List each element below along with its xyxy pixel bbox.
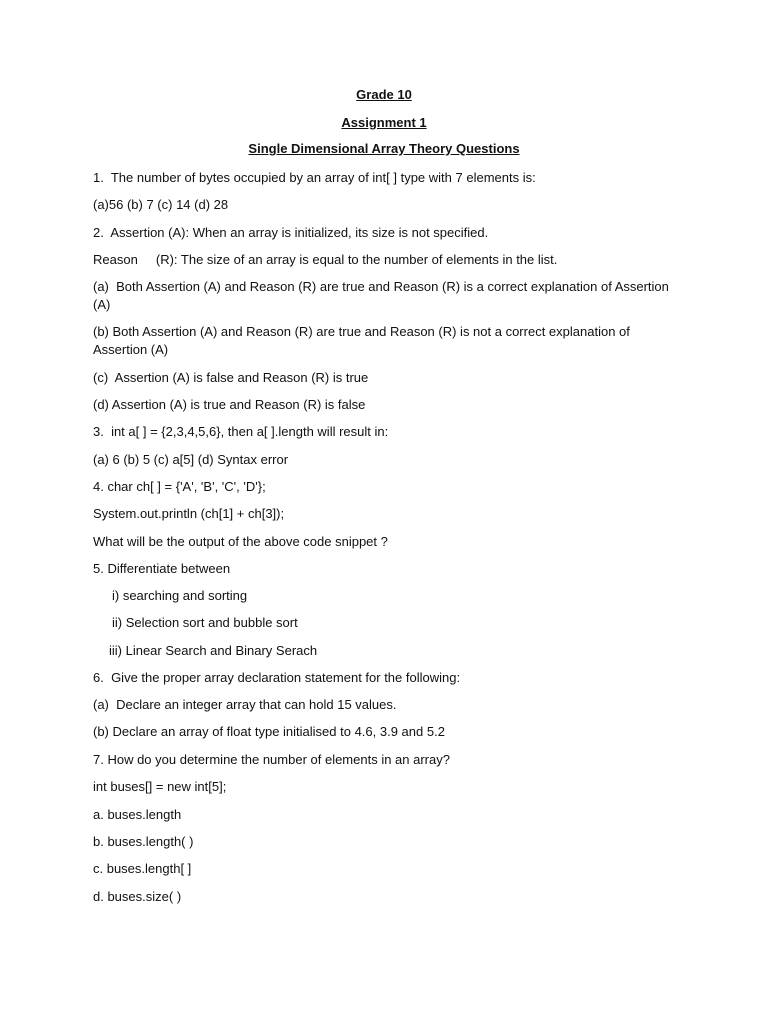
question-6-part-a: (a) Declare an integer array that can hold 15 values. bbox=[93, 697, 397, 712]
question-5-text: 5. Differentiate between bbox=[93, 561, 231, 576]
question-3-options: (a) 6 (b) 5 (c) a[5] (d) Syntax error bbox=[93, 452, 289, 467]
question-4-code-line-2: System.out.println (ch[1] + ch[3]); bbox=[93, 506, 285, 521]
question-7-option-b: b. buses.length( ) bbox=[93, 834, 194, 849]
assignment-heading: Assignment 1 bbox=[341, 115, 427, 130]
question-5-item-iii: iii) Linear Search and Binary Serach bbox=[109, 643, 318, 658]
question-2-option-c: (c) Assertion (A) is false and Reason (R) is true bbox=[93, 370, 369, 385]
question-2-option-d: (d) Assertion (A) is true and Reason (R) is false bbox=[93, 397, 366, 412]
question-5-item-ii: ii) Selection sort and bubble sort bbox=[112, 615, 298, 630]
question-7-text: 7. How do you determine the number of elements in an array? bbox=[93, 752, 450, 767]
question-7-option-d: d. buses.size( ) bbox=[93, 889, 182, 904]
question-1-text: 1. The number of bytes occupied by an array of int[ ] type with 7 elements is: bbox=[93, 170, 536, 185]
question-3-text: 3. int a[ ] = {2,3,4,5,6}, then a[ ].length will result in: bbox=[93, 424, 389, 439]
question-4-text: What will be the output of the above code snippet ? bbox=[93, 534, 388, 549]
question-7-option-c: c. buses.length[ ] bbox=[93, 861, 192, 876]
grade-heading: Grade 10 bbox=[356, 87, 412, 102]
question-7-option-a: a. buses.length bbox=[93, 807, 182, 822]
subject-heading: Single Dimensional Array Theory Questions bbox=[248, 141, 520, 156]
question-7-code: int buses[] = new int[5]; bbox=[93, 779, 227, 794]
question-2-reason: Reason (R): The size of an array is equal to the number of elements in the list. bbox=[93, 252, 558, 267]
question-5-item-i: i) searching and sorting bbox=[112, 588, 248, 603]
question-2-assertion: 2. Assertion (A): When an array is initialized, its size is not specified. bbox=[93, 225, 489, 240]
question-2-option-a: (a) Both Assertion (A) and Reason (R) are true and Reason (R) is a correct explanation of Assertion (A) bbox=[93, 279, 673, 312]
question-1-options: (a)56 (b) 7 (c) 14 (d) 28 bbox=[93, 197, 229, 212]
question-4-code-line-1: 4. char ch[ ] = {'A', 'B', 'C', 'D'}; bbox=[93, 479, 266, 494]
question-6-text: 6. Give the proper array declaration statement for the following: bbox=[93, 670, 461, 685]
question-6-part-b: (b) Declare an array of float type initialised to 4.6, 3.9 and 5.2 bbox=[93, 724, 445, 739]
question-2-option-b: (b) Both Assertion (A) and Reason (R) are true and Reason (R) is not a correct explanation of Assertion (A) bbox=[93, 324, 633, 357]
